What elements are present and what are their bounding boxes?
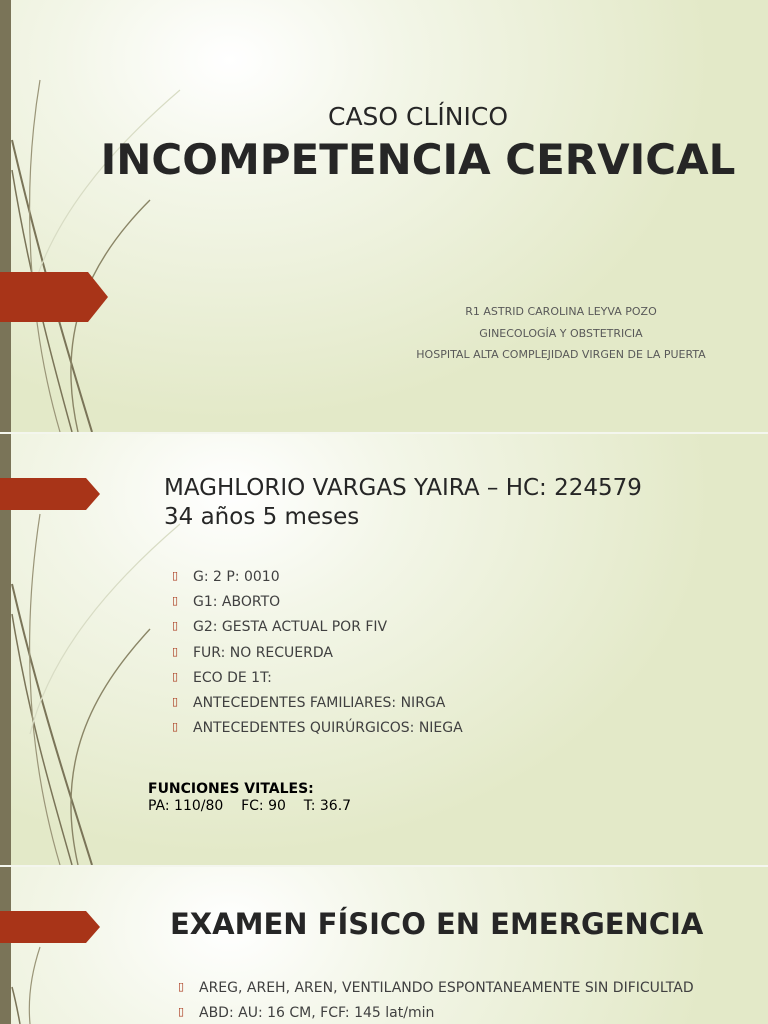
exam-title: EXAMEN FÍSICO EN EMERGENCIA <box>170 907 704 941</box>
list-item: ▯ ANTECEDENTES QUIRÚRGICOS: NIEGA <box>172 720 463 737</box>
slide-exam <box>0 867 768 1024</box>
list-item: ▯ G2: GESTA ACTUAL POR FIV <box>172 619 388 636</box>
list-item: ▯ ANTECEDENTES FAMILIARES: NIRGA <box>172 694 446 711</box>
vitals-heading: FUNCIONES VITALES: <box>148 781 314 797</box>
list-item: ▯ G1: ABORTO <box>172 594 281 611</box>
hospital-line: HOSPITAL ALTA COMPLEJIDAD VIRGEN DE LA PUERTA <box>416 348 706 361</box>
exam-list <box>178 979 694 1024</box>
department-line: GINECOLOGÍA Y OBSTETRICIA <box>479 327 643 340</box>
subtitle: CASO CLÍNICO <box>327 102 509 131</box>
ribbon-marker <box>0 911 102 943</box>
bullet-icon: ▯ <box>172 720 179 734</box>
author-line: R1 ASTRID CAROLINA LEYVA POZO <box>465 305 657 318</box>
list-item: ▯ G: 2 P: 0010 <box>172 569 280 585</box>
vitals-values: PA: 110/80 FC: 90 T: 36.7 <box>148 798 352 814</box>
bullet-icon: ▯ <box>178 1005 185 1019</box>
list-item: ▯ FUR: NO RECUERDA <box>172 644 333 661</box>
slide-patient <box>0 434 768 865</box>
bullet-icon: ▯ <box>172 644 179 658</box>
bullet-icon: ▯ <box>172 569 179 582</box>
bullet-icon: ▯ <box>172 594 179 608</box>
decorative-curves <box>0 867 200 1024</box>
patient-name: MAGHLORIO VARGAS YAIRA – HC: 224579 <box>164 475 642 501</box>
bullet-icon: ▯ <box>172 669 179 683</box>
page-title: INCOMPETENCIA CERVICAL <box>100 135 736 184</box>
list-item: ▯ ECO DE 1T: <box>172 669 272 686</box>
history-list <box>172 568 463 744</box>
bullet-icon: ▯ <box>172 619 179 633</box>
slide-title <box>0 0 768 432</box>
ribbon-marker <box>0 272 110 322</box>
bullet-icon: ▯ <box>178 980 185 993</box>
list-item: ▯ ABD: AU: 16 CM, FCF: 145 lat/min <box>178 1005 435 1022</box>
ribbon-marker <box>0 478 102 510</box>
list-item: ▯ AREG, AREH, AREN, VENTILANDO ESPONTANEAMENTE SIN DIFICULTAD <box>178 980 694 996</box>
bullet-icon: ▯ <box>172 694 179 708</box>
decorative-curves <box>0 0 200 432</box>
patient-age: 34 años 5 meses <box>164 504 360 530</box>
